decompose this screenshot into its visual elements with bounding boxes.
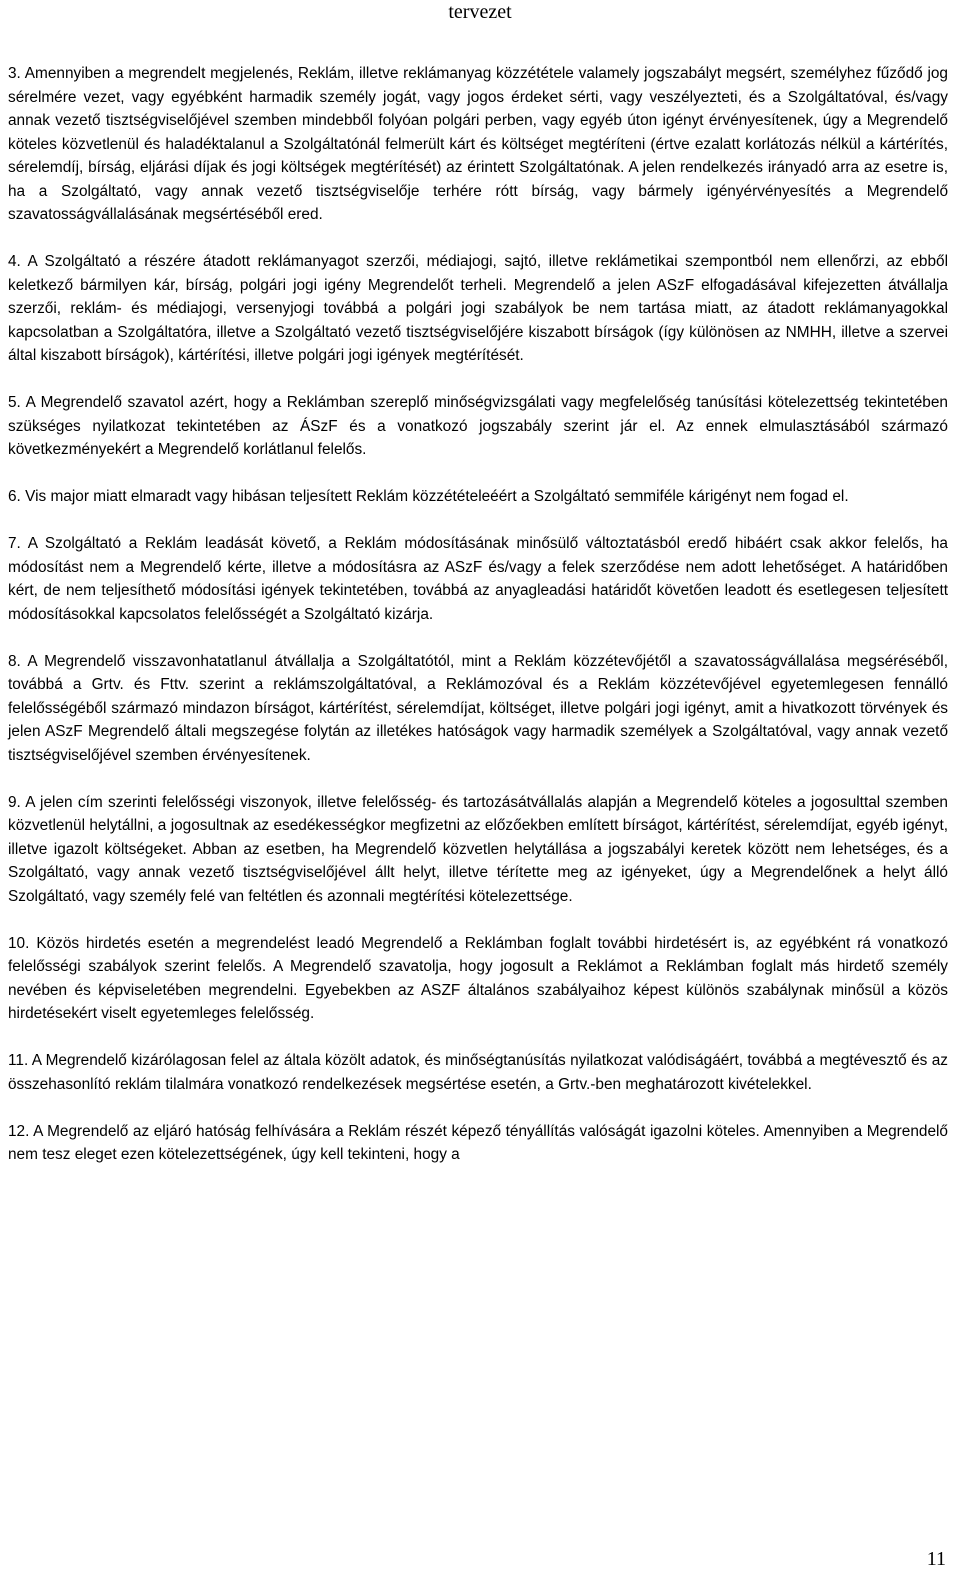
paragraph-9: 9. A jelen cím szerinti felelősségi viszonyok, illetve felelősség- és tartozásátvállalás alapján a Megrendelő köteles a jogosulttal szemben közvetlenül helytállni, a jogosultnak az esedékességkor megfizetni az előzőekben említett bírságot, kártérítést, sérelemdíjat, egyéb igényt, illetve igazolt költségeket. Abban az esetben, ha Megrendelő közvetlen helytállása a jogszabályi keretek között nem lehetséges, és a Szolgáltató, vagy annak vezető tisztségviselőjével állt helyt, illetve térítette meg az igényeket, úgy a Megrendelőnek a helyt álló Szolgáltató, vagy személy felé van feltétlen és azonnali megtérítési kötelezettsége. — [8, 793, 948, 905]
page-number: 11 — [926, 1548, 946, 1570]
paragraph-7: 7. A Szolgáltató a Reklám leadását követő, a Reklám módosításának minősülő változtatásból eredő hibáért csak akkor felelős, ha módosítást nem a Megrendelő kérte, illetve a módosításra az ASzF és/vagy a felek szerződése nem adott lehetőséget. A határidőben kért, de nem teljesíthető módosítási igények tekintetében, továbbá az anyagleadási határidőt követően leadott és esetlegesen teljesített módosításokkal kapcsolatos felelősségét a Szolgáltató kizárja. — [8, 535, 948, 623]
paragraph-4: 4. A Szolgáltató a részére átadott reklámanyagot szerzői, médiajogi, sajtó, illetve reklámetikai szempontból nem ellenőrzi, az ebből keletkező bármilyen kár, bírság, polgári jogi igény Megrendelőt terheli. Megrendelő a jelen ASzF elfogadásával kifejezetten átvállalja szerzői, reklám- és médiajogi, versenyjogi továbbá a polgári jogi szabályok be nem tartása miatt, az átadott reklámanyagokkal kapcsolatban a Szolgáltatóra, illetve a Szolgáltató vezető tisztségviselőjére kiszabott bírságok (így különösen az NMHH, illetve a szervei által kiszabott bírságok), kártérítési, illetve polgári jogi igények megtérítését. — [8, 253, 948, 364]
paragraph-10: 10. Közös hirdetés esetén a megrendelést leadó Megrendelő a Reklámban foglalt további hirdetésért is, az egyébként rá vonatkozó felelősségi szabályok szerint felelős. A Megrendelő szavatolja, hogy jogosult a Reklámot a Reklámban foglalt más hirdető személy nevében és képviseletében megrendelni. Egyebekben az ASZF általános szabályaihoz képest különös szabálynak minősül a közös hirdetésekért viselt egyetemleges felelősség. — [8, 934, 948, 1022]
paragraph-8: 8. A Megrendelő visszavonhatatlanul átvállalja a Szolgáltatótól, mint a Reklám közzétevőjétől a szavatosságvállalása megséréséből, továbbá a Grtv. és Fttv. szerint a reklámszolgáltatóval, a Reklámozóval és a Reklám közzétevőjével egyetemlegesen fennálló felelősségéből származó mindazon bírságot, kártérítést, sérelemdíjat, költséget, illetve polgári jogi igényt, amit a hivatkozott törvények és jelen ASzF Megrendelő általi megszegése folytán az illetékes hatóságok vagy harmadik személyek a Szolgáltatóval, vagy annak vezető tisztségviselőjével szemben érvényesítenek. — [8, 652, 948, 764]
paragraph-3: 3. Amennyiben a megrendelt megjelenés, Reklám, illetve reklámanyag közzététele valamely jogszabályt megsért, személyhez fűződő jog sérelmére vezet, vagy egyébként harmadik személy jogát, vagy jogos érdeket sérti, vagy veszélyezteti, és a Szolgáltatóval, és/vagy annak vezető tisztségviselőjével szemben mindebből folyóan polgári perben, vagy egyéb úton igényt érvényesítenek, úgy a Megrendelő köteles közvetlenül és haladéktalanul a Szolgáltatónál felmerült kárt és költséget megtéríteni (értve ezalatt korlátozás nélkül a kártérítés, sérelemdíj, bírság, eljárási díjak és jogi költségek megtérítését) az érintett Szolgáltatónak. A jelen rendelkezés irányadó arra az esetre is, ha a Szolgáltató, vagy annak vezető tisztségviselője terhére rótt bírság, vagy bármely igényérvényesítés a Megrendelő szavatosságvállalásának megsértéséből ered. — [8, 65, 948, 223]
paragraph-5: 5. A Megrendelő szavatol azért, hogy a Reklámban szereplő minőségvizsgálati vagy megfelelőség tanúsítási kötelezettség tekintetében szükséges nyilatkozat tekintetében az ÁSzF és a vonatkozó jogszabály szerint jár el. Az ennek elmulasztásából származó következményekért a Megrendelő korlátlanul felelős. — [8, 394, 948, 458]
document-body — [8, 62, 948, 1167]
paragraph-6: 6. Vis major miatt elmaradt vagy hibásan teljesített Reklám közzétételeéért a Szolgáltató semmiféle kárigényt nem fogad el. — [8, 488, 849, 505]
page-header: tervezet — [448, 1, 512, 23]
paragraph-11: 11. A Megrendelő kizárólagosan felel az általa közölt adatok, és minőségtanúsítás nyilatkozat valódiságáért, továbbá a megtévesztő és az összehasonlító reklám tilalmára vonatkozó rendelkezések megsértése esetén, a Grtv.-ben meghatározott kivételekkel. — [8, 1052, 948, 1093]
paragraph-12: 12. A Megrendelő az eljáró hatóság felhívására a Reklám részét képező tényállítás valóságát igazolni köteles. Amennyiben a Megrendelő nem tesz eleget ezen kötelezettségének, úgy kell tekinteni, hogy a — [8, 1122, 948, 1163]
